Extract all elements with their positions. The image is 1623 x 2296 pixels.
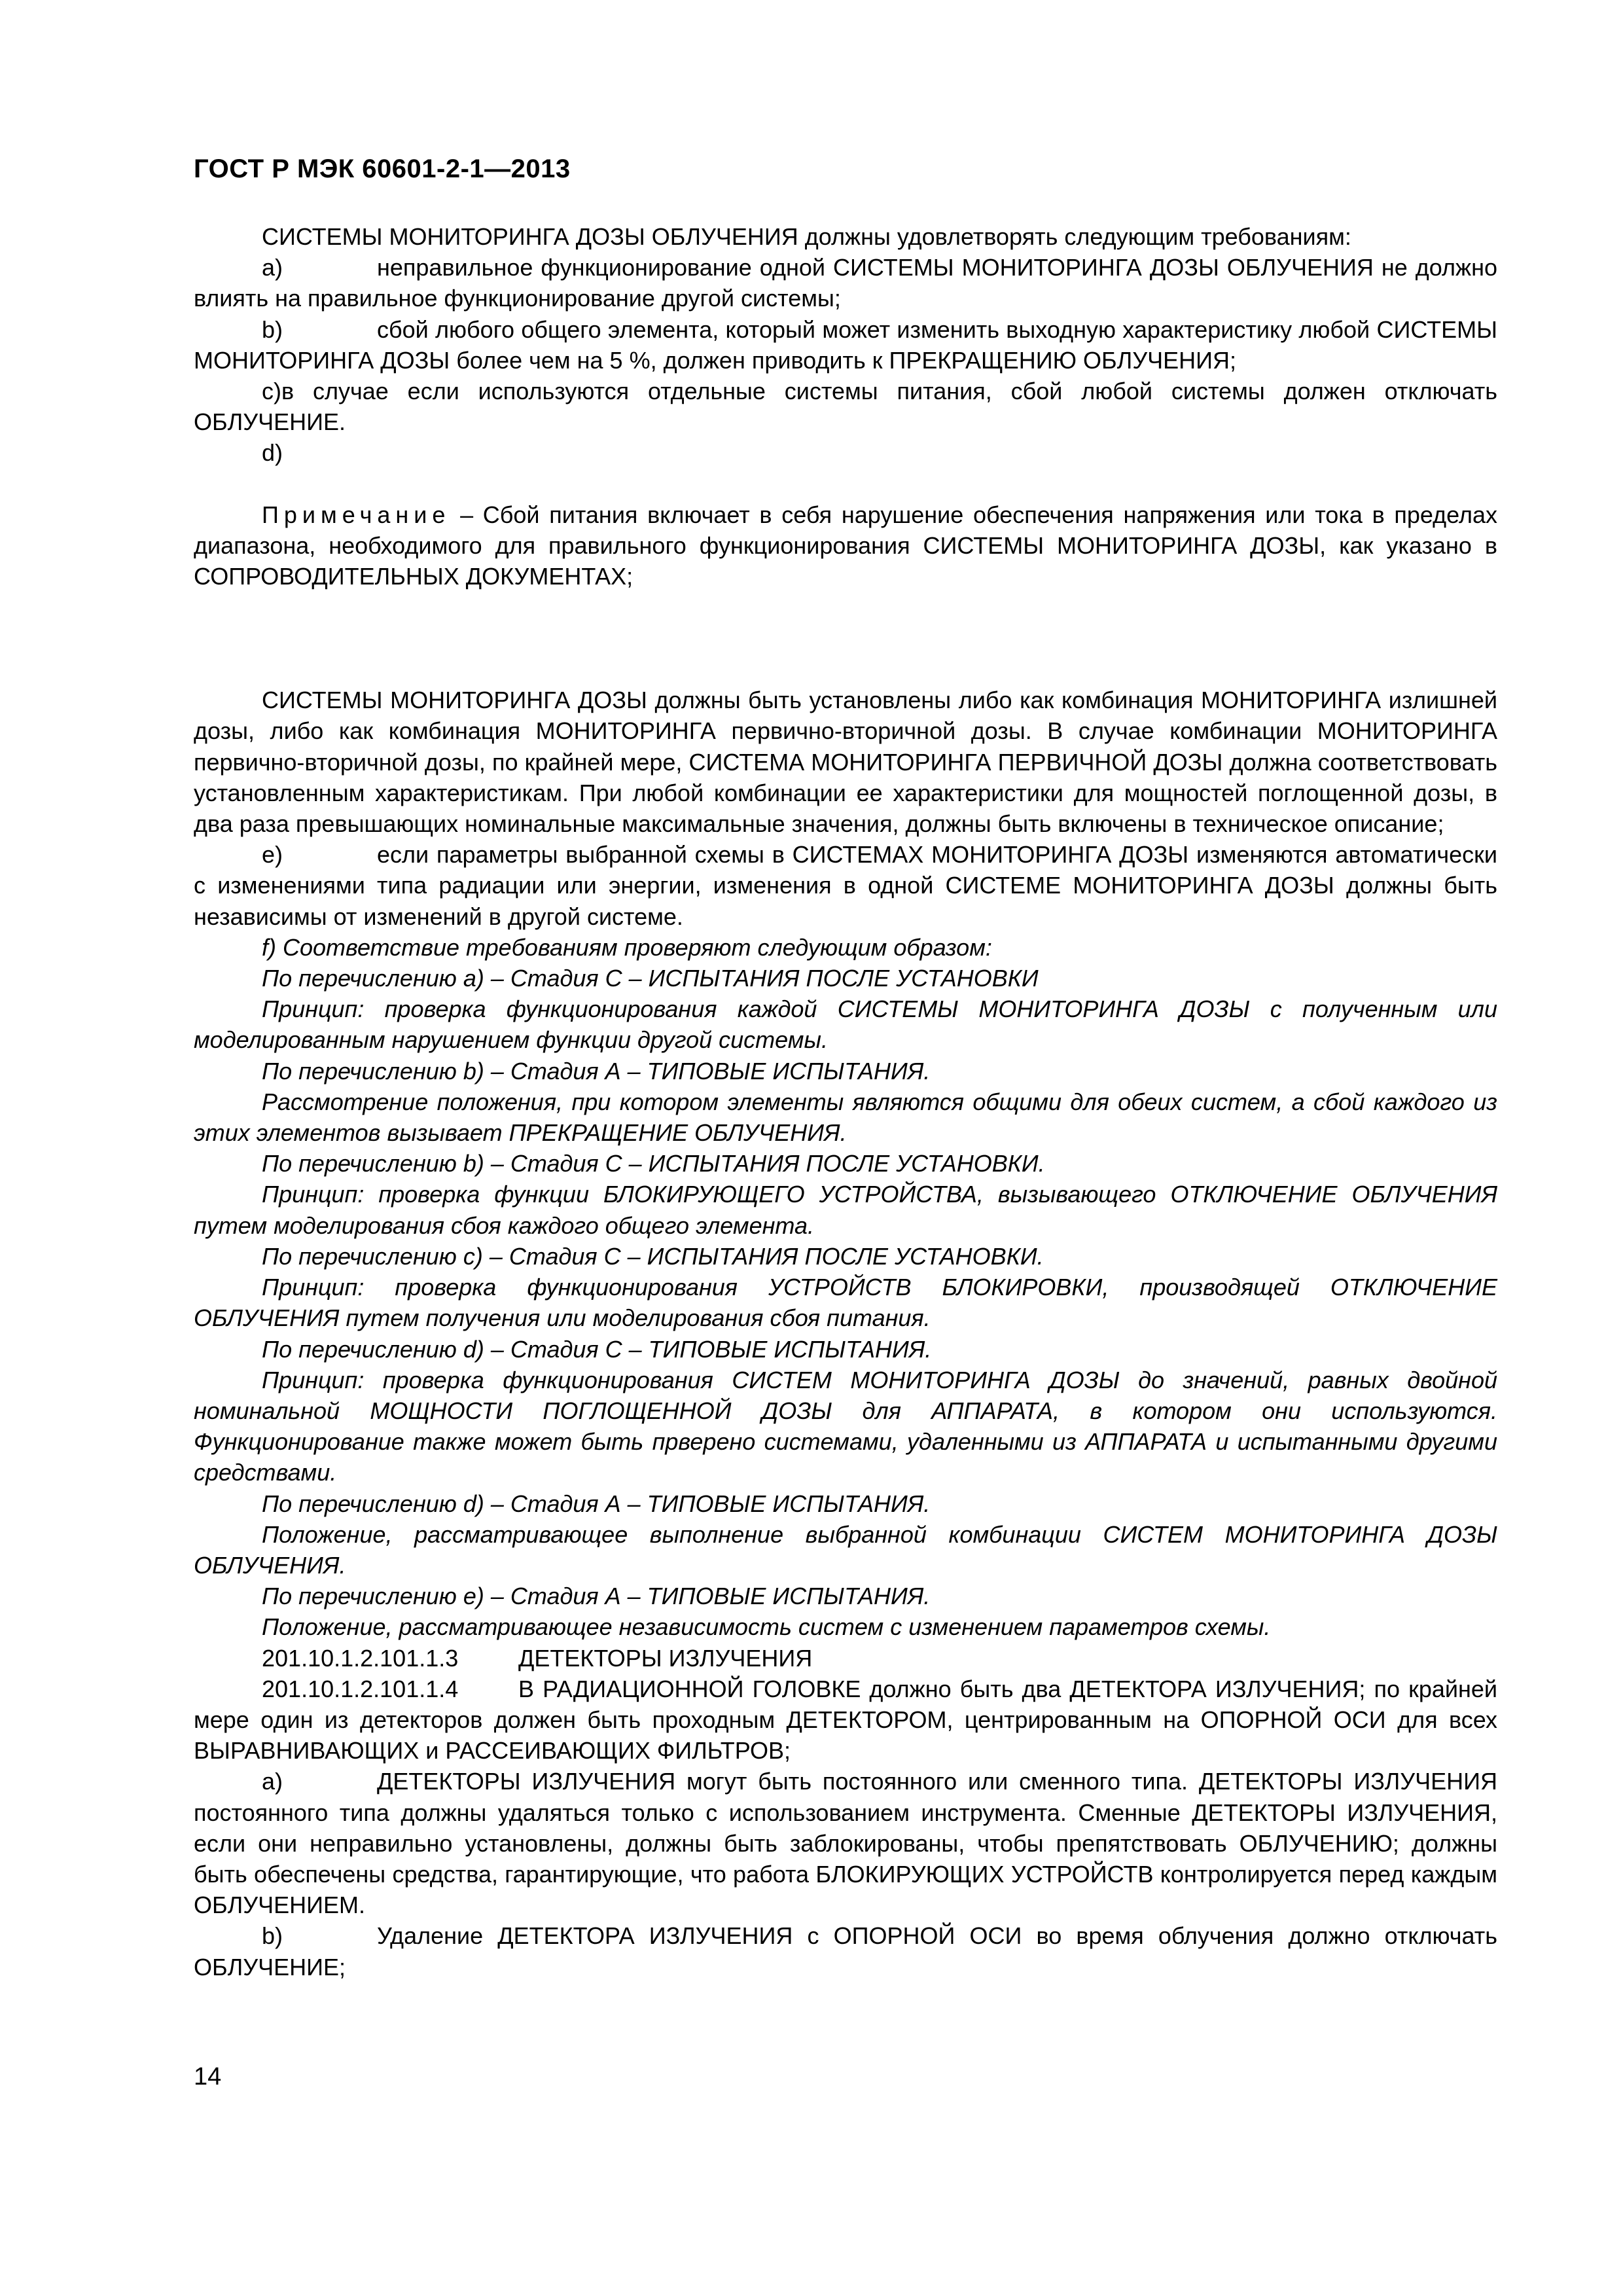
section-heading <box>194 1643 1497 1674</box>
section-number: 201.10.1.2.101.1.3 <box>262 1644 459 1672</box>
list-item-b <box>194 314 1497 376</box>
document-header: ГОСТ Р МЭК 60601-2-1—2013 <box>194 154 571 183</box>
paragraph-combination: СИСТЕМЫ МОНИТОРИНГА ДОЗЫ должны быть установлены либо как комбинация МОНИТОРИНГА излишней дозы, либо как комбинация МОНИТОРИНГА первично-вторичной дозы. В случае комбинации МОНИТОРИНГА первично-вторичной дозы, по крайней мере, СИСТЕМА МОНИТОРИНГА ПЕРВИЧНОЙ ДОЗЫ должна соответствовать установленным характеристикам. При любой комбинации ее характеристики для мощностей поглощенной дозы, в два раза превышающих номинальные максимальные значения, должны быть включены в техническое описание; <box>194 687 1497 838</box>
compliance-line: Рассмотрение положения, при котором элементы являются общими для обеих систем, а сбой каждого из этих элементов вызывает ПРЕКРАЩЕНИЕ ОБЛУЧЕНИЯ. <box>194 1088 1497 1147</box>
list-item-text: Удаление ДЕТЕКТОРА ИЗЛУЧЕНИЯ с ОПОРНОЙ ОСИ во время облучения должно отключать ОБЛУЧЕНИЕ; <box>194 1922 1497 1981</box>
note-label: Примечание <box>262 501 451 528</box>
list-item-label: a) <box>262 1768 283 1795</box>
list-item-e <box>194 839 1497 932</box>
compliance-line: По перечислению d) – Стадия С – ТИПОВЫЕ ИСПЫТАНИЯ. <box>262 1335 932 1363</box>
list-item-label: b) <box>262 315 283 343</box>
section-title: ДЕТЕКТОРЫ ИЗЛУЧЕНИЯ <box>518 1644 813 1672</box>
section-text: В РАДИАЦИОННОЙ ГОЛОВКЕ должно быть два ДЕТЕКТОРА ИЗЛУЧЕНИЯ; по крайней мере один из детекторов должен быть проходным ДЕТЕКТОРОМ, центрированным на ОПОРНОЙ ОСИ для всех ВЫРАВНИВАЮЩИХ и РАССЕИВАЮЩИХ ФИЛЬТРОВ; <box>194 1675 1497 1765</box>
compliance-line: Принцип: проверка функционирования СИСТЕМ МОНИТОРИНГА ДОЗЫ до значений, равных двойной номинальной МОЩНОСТИ ПОГЛОЩЕННОЙ ДОЗЫ для АППАРАТА, в котором они используются. Функционирование также может быть прверено системами, удаленными из АППАРАТА и испытанными другими средствами. <box>194 1366 1497 1486</box>
compliance-line: Принцип: проверка функции БЛОКИРУЮЩЕГО УСТРОЙСТВА, вызывающего ОТКЛЮЧЕНИЕ ОБЛУЧЕНИЯ путем моделирования сбоя каждого общего элемента. <box>194 1181 1497 1239</box>
list-item-label: e) <box>262 841 283 869</box>
note-text: – Сбой питания включает в себя нарушение обеспечения напряжения или тока в пределах диапазона, необходимого для правильного функционирования СИСТЕМЫ МОНИТОРИНГА ДОЗЫ, как указано в СОПРОВОДИТЕЛЬНЫХ ДОКУМЕНТАХ; <box>194 501 1497 590</box>
list-item-a <box>194 252 1497 314</box>
list-item-c: c)в случае если используются отдельные системы питания, сбой любой системы должен отключать ОБЛУЧЕНИЕ. <box>194 378 1497 436</box>
compliance-line: Принцип: проверка функционирования каждой СИСТЕМЫ МОНИТОРИНГА ДОЗЫ с полученным или моделированным нарушением функции другой системы. <box>194 996 1497 1054</box>
compliance-line: По перечислению а) – Стадия С – ИСПЫТАНИЯ ПОСЛЕ УСТАНОВКИ <box>262 965 1039 992</box>
list-item-text: если параметры выбранной схемы в СИСТЕМАХ МОНИТОРИНГА ДОЗЫ изменяются автоматически с изменениями типа радиации или энергии, изменения в одной СИСТЕМЕ МОНИТОРИНГА ДОЗЫ должны быть независимы от изменений в другой системе. <box>194 841 1497 930</box>
list-item-label: b) <box>262 1922 283 1950</box>
note-paragraph <box>194 499 1497 592</box>
list-item-d: d) <box>262 439 283 467</box>
compliance-line: По перечислению е) – Стадия А – ТИПОВЫЕ ИСПЫТАНИЯ. <box>262 1583 931 1610</box>
compliance-line: Принцип: проверка функционирования УСТРОЙСТВ БЛОКИРОВКИ, производящей ОТКЛЮЧЕНИЕ ОБЛУЧЕНИЯ путем получения или моделирования сбоя питания. <box>194 1274 1497 1332</box>
list-item-text: ДЕТЕКТОРЫ ИЗЛУЧЕНИЯ могут быть постоянного или сменного типа. ДЕТЕКТОРЫ ИЗЛУЧЕНИЯ постоянного типа должны удаляться только с использованием инструмента. Сменные ДЕТЕКТОРЫ ИЗЛУЧЕНИЯ, если они неправильно установлены, должны быть заблокированы, чтобы препятствовать ОБЛУЧЕНИЮ; должны быть обеспечены средства, гарантирующие, что работа БЛОКИРУЮЩИХ УСТРОЙСТВ контролируется перед каждым ОБЛУЧЕНИЕМ. <box>194 1768 1497 1919</box>
compliance-line: По перечислению d) – Стадия А – ТИПОВЫЕ ИСПЫТАНИЯ. <box>262 1490 931 1517</box>
list-item-a <box>194 1766 1497 1920</box>
compliance-line: По перечислению b) – Стадия С – ИСПЫТАНИЯ ПОСЛЕ УСТАНОВКИ. <box>262 1150 1045 1177</box>
list-item-text: сбой любого общего элемента, который может изменить выходную характеристику любой СИСТЕМЫ МОНИТОРИНГА ДОЗЫ более чем на 5 %, должен приводить к ПРЕКРАЩЕНИЮ ОБЛУЧЕНИЯ; <box>194 315 1497 374</box>
compliance-line: Положение, рассматривающее независимость систем с изменением параметров схемы. <box>262 1613 1271 1641</box>
section-number: 201.10.1.2.101.1.4 <box>262 1675 459 1702</box>
document-body <box>194 221 1497 1982</box>
compliance-line: По перечислению с) – Стадия С – ИСПЫТАНИЯ ПОСЛЕ УСТАНОВКИ. <box>262 1242 1044 1270</box>
compliance-line: Положение, рассматривающее выполнение выбранной комбинации СИСТЕМ МОНИТОРИНГА ДОЗЫ ОБЛУЧЕНИЯ. <box>194 1520 1497 1579</box>
list-item-b <box>194 1920 1497 1982</box>
paragraph-requirements-intro: СИСТЕМЫ МОНИТОРИНГА ДОЗЫ ОБЛУЧЕНИЯ должны удовлетворять следующим требованиям: <box>262 223 1351 250</box>
list-item-text: неправильное функционирование одной СИСТЕМЫ МОНИТОРИНГА ДОЗЫ ОБЛУЧЕНИЯ не должно влиять на правильное функционирование другой системы; <box>194 254 1497 312</box>
list-item-label: a) <box>262 254 283 281</box>
section-paragraph <box>194 1674 1497 1767</box>
compliance-intro: f) Соответствие требованиям проверяют следующим образом: <box>262 933 992 961</box>
compliance-line: По перечислению b) – Стадия А – ТИПОВЫЕ ИСПЫТАНИЯ. <box>262 1057 931 1085</box>
page-number: 14 <box>194 2063 222 2090</box>
